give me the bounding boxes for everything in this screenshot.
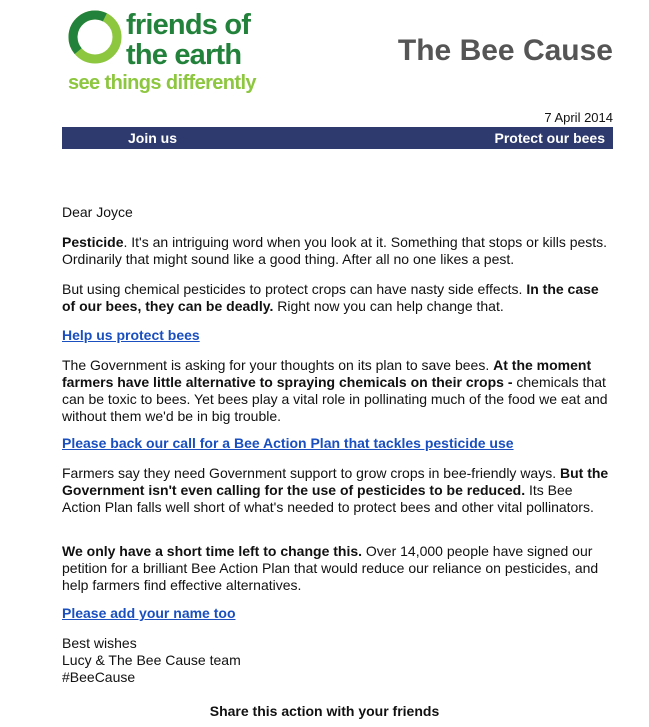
signoff-line1: Best wishes [62, 635, 137, 651]
paragraph-petition [62, 543, 614, 594]
logo-ring-icon [68, 10, 122, 64]
paragraph-government [62, 357, 614, 425]
greeting: Dear Joyce [62, 204, 133, 220]
friends-of-the-earth-logo[interactable] [68, 8, 258, 100]
help-protect-bees-link[interactable]: Help us protect bees [62, 327, 200, 343]
bee-action-plan-link[interactable]: Please back our call for a Bee Action Plan that tackles pesticide use [62, 435, 514, 451]
paragraph-text: The Government is asking for your thoughts on its plan to save bees. [62, 357, 494, 373]
email-date: 7 April 2014 [544, 110, 613, 125]
nav-bar [62, 127, 613, 149]
protect-our-bees-link[interactable]: Protect our bees [494, 130, 605, 146]
signoff [62, 635, 614, 686]
signoff-line2: Lucy & The Bee Cause team [62, 652, 241, 668]
paragraph-side-effects [62, 281, 614, 315]
campaign-title: The Bee Cause [397, 34, 613, 67]
logo-text-line1: friends of [126, 9, 251, 41]
paragraph-farmers [62, 465, 614, 516]
paragraph-bold: In the case of our bees, they can be deadly. [62, 281, 599, 314]
paragraph-text: chemicals that can be toxic to bees. Yet bees play a vital role in pollinating much of the food we eat and without them we'd be in big trouble. [62, 374, 608, 424]
paragraph-text: But using chemical pesticides to protect crops can have nasty side effects. [62, 281, 527, 297]
paragraph-bold: But the Government isn't even calling for the use of pesticides to be reduced. [62, 465, 609, 498]
paragraph-text: Right now you can help change that. [273, 298, 504, 314]
paragraph-bold: We only have a short time left to change this. [62, 543, 363, 559]
join-us-link[interactable]: Join us [128, 130, 178, 146]
email-header [0, 0, 649, 100]
hashtag: #BeeCause [62, 669, 136, 685]
link-block-3 [62, 605, 614, 622]
share-heading: Share this action with your friends [209, 703, 440, 719]
logo-tagline: see things differently [68, 72, 256, 94]
paragraph-text: Over 14,000 people have signed our petition for a brilliant Bee Action Plan that would reduce our reliance on pesticides, and help farmers find effective alternatives. [62, 543, 599, 593]
link-block-1 [62, 327, 614, 344]
link-block-2 [62, 435, 614, 452]
add-your-name-link[interactable]: Please add your name too [62, 605, 236, 621]
paragraph-text: . It's an intriguing word when you look at it. Something that stops or kills pests. Ordinarily that might sound like a good thing. After all no one likes a pest. [62, 234, 608, 267]
logo-text-line2: the earth [126, 39, 242, 71]
paragraph-bold: At the moment farmers have little alternative to spraying chemicals on their crops - [62, 357, 592, 390]
paragraph-text: Farmers say they need Government support to grow crops in bee-friendly ways. [62, 465, 560, 481]
paragraph-text: Its Bee Action Plan falls well short of what's needed to protect bees and other vital pollinators. [62, 482, 594, 515]
pesticide-bold: Pesticide [62, 234, 124, 250]
paragraph-pesticide [62, 234, 614, 268]
